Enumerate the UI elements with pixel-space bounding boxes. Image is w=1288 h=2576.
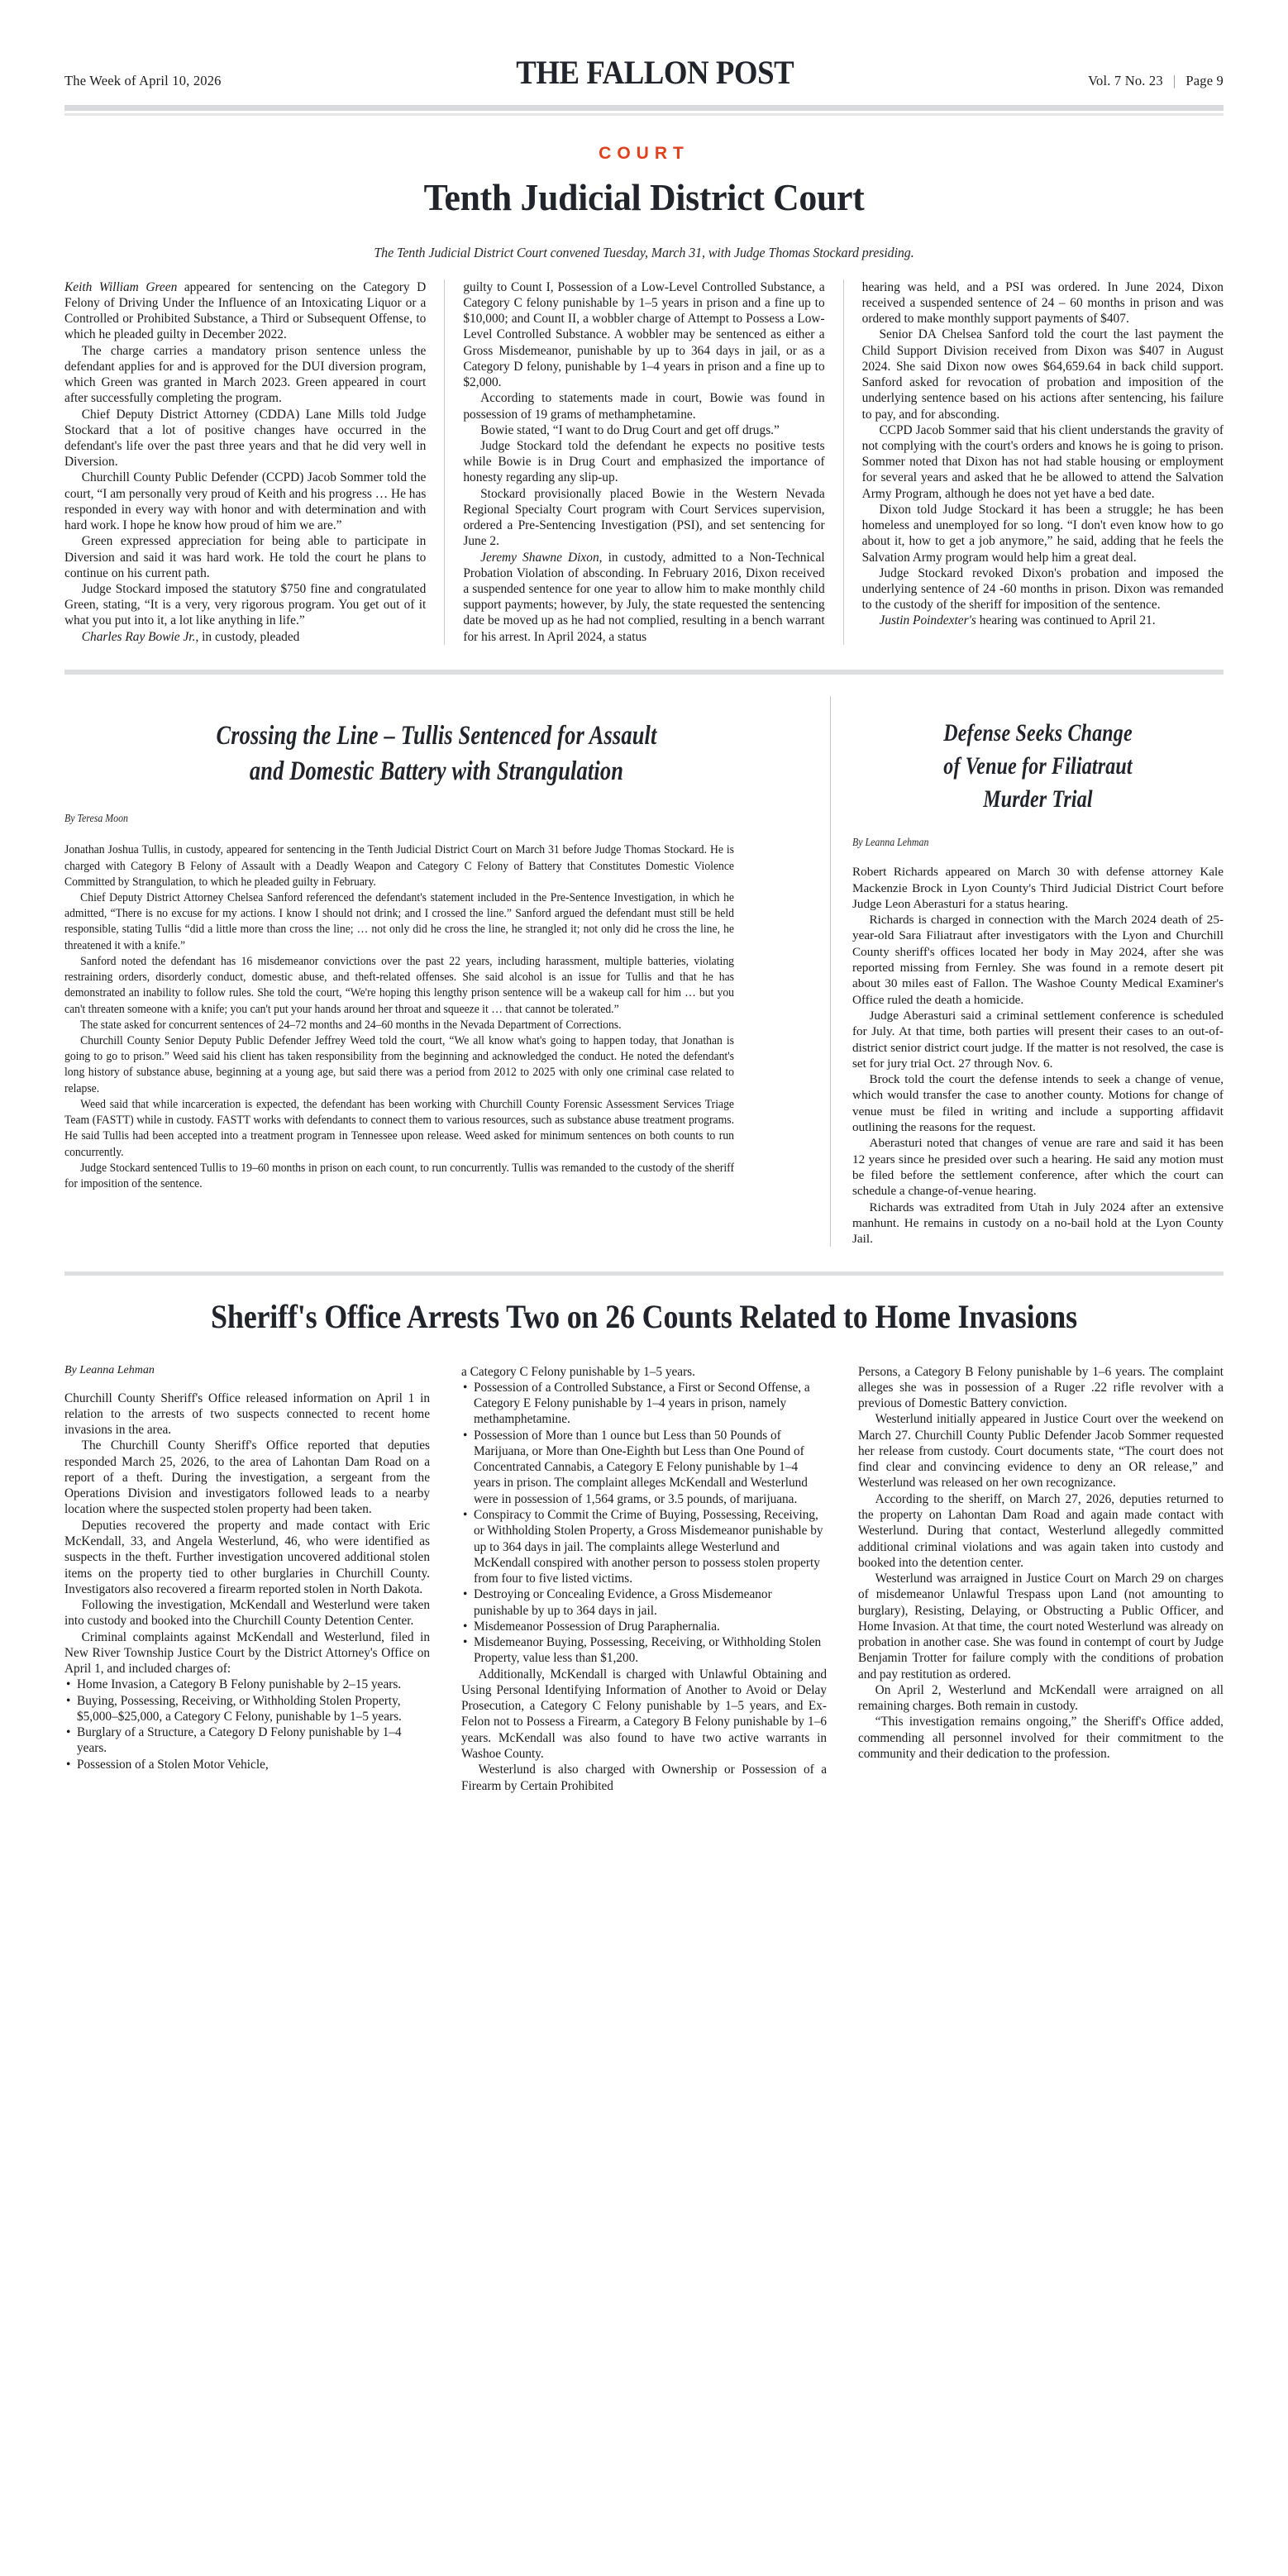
paragraph: Richards is charged in connection with the March 2024 death of 25-year-old Sara Filiatraut after investigators with the Lyon and Churchill County sheriff's offices located her body in May 2024, after she was reported missing from Fernley. She was found in a remote desert pit about 30 miles east of Fallon. The Washoe County Medical Examiner's Office ruled the death a homicide. [852, 913, 1224, 1007]
sheriff-headline: Sheriff's Office Arrests Two on 26 Counts Related to Home Invasions [211, 1298, 1077, 1336]
column-divider [444, 279, 445, 645]
feature-column-divider [830, 696, 831, 1247]
paragraph-text: , in custody, admitted to a Non-Technical Probation Violation of absconding. In February 2016, Dixon received a suspended sentence for one year to allow him to make monthly child support payments; however, by July, the state requested the sentencing date be moved up as he had not complied, resulting in a bench warrant for his arrest. In April 2024, a status [463, 550, 825, 644]
list-item: • Possession of a Stolen Motor Vehicle, [64, 1757, 430, 1772]
feature-section [64, 696, 1224, 1247]
paragraph: Aberasturi noted that changes of venue are rare and said it has been 12 years since he presided over such a hearing. He said any motion must be filed before the settlement conference, after which the court can schedule a change-of-venue hearing. [852, 1136, 1224, 1199]
masthead-rule-thick [64, 105, 1224, 111]
headline-line: Murder Trial [983, 785, 1093, 813]
masthead-date: The Week of April 10, 2026 [64, 73, 222, 88]
paragraph: Persons, a Category B Felony punishable by 1–6 years. The complaint alleges she was in possession of a Ruger .22 rifle revolver with a previous of Domestic Battery conviction. [858, 1364, 1224, 1411]
paragraph: Judge Stockard revoked Dixon's probation and imposed the underlying sentence of 24 -60 months in prison. Dixon was remanded to the custody of the sheriff for imposition of the sentence. [861, 565, 1224, 613]
masthead-volume: Vol. 7 No. 23 [1088, 73, 1163, 88]
paragraph: hearing was held, and a PSI was ordered. In June 2024, Dixon received a suspended sentence of 24 – 60 months in prison and was ordered to make monthly support payments of $407. [861, 279, 1224, 327]
sheriff-columns [64, 1364, 1224, 1794]
sheriff-section [64, 1297, 1224, 1793]
feature-side-byline: By Leanna Lehman [852, 836, 929, 849]
paragraph: The Churchill County Sheriff's Office reported that deputies responded March 25, 2026, to the area of Lahontan Dam Road on a report of a theft. During the investigation, a sergeant from the Operations Division and investigators followed leads to a nearby location where the suspected stolen property had been taken. [64, 1438, 430, 1517]
list-item: • Burglary of a Structure, a Category D Felony punishable by 1–4 years. [64, 1724, 430, 1757]
paragraph: Jonathan Joshua Tullis, in custody, appeared for sentencing in the Tenth Judicial District Court on March 31 before Judge Thomas Stockard. He is charged with Category B Felony of Assault with a Deadly Weapon and Category C Felony of Battery that Constitutes Domestic Violence Committed by Strangulation, to which he pleaded guilty in February. [64, 842, 734, 889]
paragraph: Brock told the court the defense intends to seek a change of venue, which would transfer the case to another county. Motions for change of venue must be filed in writing and include a supporting affidavit outlining the reasons for the request. [852, 1072, 1224, 1135]
headline-line: of Venue for Filiatraut [943, 751, 1133, 780]
paragraph: Westerlund initially appeared in Justice Court over the weekend on March 27. Churchill County Public Defender Jacob Sommer requested her release from custody. Court documents state, “The court does not find clear and convincing evidence to deny an OR release,” and Westerlund was released on her own recognizance. [858, 1412, 1224, 1491]
feature-main-headline [139, 718, 734, 789]
paragraph: Westerlund was arraigned in Justice Court on March 29 on charges of misdemeanor Unlawful Trespass upon Land (not amounting to burglary), Resisting, Delaying, or Obstructing a Public Officer, and Home Invasion. At that time, the court noted Westerlund was already on probation in another case. She was found in contempt of court by Judge Benjamin Trotter for failure comply with the conditions of probation and pay restitution as ordered. [858, 1572, 1224, 1682]
headline-line: and Domestic Battery with Strangulation [249, 756, 624, 787]
lead-name: Jeremy Shawne Dixon [480, 550, 599, 565]
paragraph: Senior DA Chelsea Sanford told the court the last payment the Child Support Division received from Dixon was $407 in August 2024. She said Dixon now owes $64,659.64 in back child support. Sanford asked for revocation of probation and imposition of the underlying sentence based on his actions after sentencing, his failure to pay, and for absconding. [861, 327, 1224, 422]
masthead-meta [1088, 73, 1224, 92]
feature-side-headline [890, 717, 1186, 816]
paragraph: Judge Stockard sentenced Tullis to 19–60 months in prison on each count, to run concurrently. Tullis was remanded to the custody of the sheriff for imposition of the sentence. [64, 1160, 735, 1190]
list-item: • Conspiracy to Commit the Crime of Buying, Possessing, Receiving, or Withholding Stolen Property, a Gross Misdemeanor punishable by up to 364 days in jail. The complaints allege Westerlund and McKendall conspired with another person to possess stolen property from four to five listed victims. [461, 1507, 827, 1586]
masthead-separator: | [1172, 73, 1176, 88]
paragraph: Westerlund is also charged with Ownership or Possession of a Firearm by Certain Prohibited [461, 1763, 827, 1793]
list-item: • Possession of a Controlled Substance, a First or Second Offense, a Category E Felony punishable by 1–4 years in prison, namely methamphetamine. [461, 1380, 827, 1428]
paragraph: Churchill County Sheriff's Office released information on April 1 in relation to the arrests of two suspects connected to recent home invasions in the area. [64, 1391, 430, 1438]
sheriff-byline: By Leanna Lehman [64, 1363, 155, 1376]
feature-main-body [64, 842, 809, 1191]
court-columns [64, 279, 1224, 645]
paragraph: Deputies recovered the property and made contact with Eric McKendall, 33, and Angela Westerlund, 46, who were identified as suspects in the theft. Further investigation uncovered additional stolen items on the property tied to other burglaries in Churchill County. Investigators also recovered a firearm reported stolen in North Dakota. [64, 1518, 430, 1596]
paragraph: The state asked for concurrent sentences of 24–72 months and 24–60 months in the Nevada Department of Corrections. [80, 1017, 622, 1032]
masthead-page-number: Page 9 [1185, 73, 1224, 88]
paragraph: Chief Deputy District Attorney Chelsea Sanford referenced the defendant's statement included in the Pre-Sentence Investigation, in which he admitted, “There is no excuse for my actions. I know I should not drink; and I crossed the line.” Sanford argued the defendant must still be held responsible, stating Tullis “did a little more than cross the line; … not only did he cross the line, he strangled it; not only did he cross the line, he threatened it with a knife.” [64, 890, 735, 952]
paragraph: Dixon told Judge Stockard it has been a struggle; he has been homeless and unemployed for so long. “I don't even know how to go about it, how to get a job anymore,” he said, adding that he feels the Salvation Army program would help him a great deal. [861, 502, 1224, 565]
charges-list-2 [461, 1380, 827, 1667]
headline-line: Crossing the Line – Tullis Sentenced for Assault [216, 721, 657, 751]
court-column-3 [862, 279, 1224, 645]
lead-name: Justin Poindexter's [879, 613, 976, 628]
paragraph: Green expressed appreciation for being able to participate in Diversion and said it was hard work. He told the court he plans to continue on his current path. [64, 534, 427, 580]
paragraph: Churchill County Public Defender (CCPD) Jacob Sommer told the court, “I am personally very proud of Keith and his progress … He has responded in every way with honor and with determination and with hard work. I hope he know how proud of him we are.” [64, 470, 427, 533]
paragraph: According to the sheriff, on March 27, 2026, deputies returned to the property on Lahontan Dam Road and again made contact with Westerlund. During that contact, Westerlund allegedly committed additional criminal violations and was again taken into custody and booked into the detention center. [858, 1491, 1224, 1570]
paragraph: Chief Deputy District Attorney (CDDA) Lane Mills told Judge Stockard that a lot of positive changes have occurred in the defendant's life over the past three years and that he did very well in Diversion. [64, 407, 427, 470]
feature-main-byline: By Teresa Moon [64, 812, 128, 825]
paragraph [463, 550, 824, 645]
list-item: • Destroying or Concealing Evidence, a Gross Misdemeanor punishable by up to 364 days in jail. [461, 1586, 827, 1619]
court-column-1 [64, 279, 426, 645]
paragraph: Richards was extradited from Utah in July 2024 after an extensive manhunt. He remains in custody on a no-bail hold at the Lyon County Jail. [852, 1200, 1224, 1247]
paragraph: Judge Stockard imposed the statutory $750 fine and congratulated Green, stating, “It is a very, very rigorous program. You get out of it what you put into it, a lot like anything in life.” [64, 581, 427, 628]
list-item: • Home Invasion, a Category B Felony punishable by 2–15 years. [64, 1677, 430, 1692]
column-divider [843, 279, 844, 645]
feature-main-article [64, 696, 809, 1247]
page-title: Tenth Judicial District Court [423, 176, 865, 218]
paragraph-text: , in custody, pleaded [195, 629, 300, 644]
masthead-title: THE FALLON POST [515, 54, 794, 91]
paragraph: Robert Richards appeared on March 30 with defense attorney Kale Mackenzie Brock in Lyon County's Third Judicial District Court before Judge Leon Aberasturi for a status hearing. [852, 865, 1224, 911]
paragraph: On April 2, Westerlund and McKendall were arraigned on all remaining charges. Both remain in custody. [858, 1682, 1224, 1714]
court-column-2 [463, 279, 824, 645]
paragraph: According to statements made in court, Bowie was found in possession of 19 grams of methamphetamine. [463, 391, 825, 422]
paragraph: CCPD Jacob Sommer said that his client understands the gravity of not complying with the court's orders and knows he is going to prison. Sommer noted that Dixon has not had stable housing or employment for several years and asked that he be allowed to attend the Salvation Army Program, although he does not yet have a bed date. [861, 422, 1224, 501]
feature-side-body [852, 864, 1224, 1247]
paragraph: The charge carries a mandatory prison sentence unless the defendant applies for and is approved for the DUI diversion program, which Green was granted in March 2023. Green appeared in court after successfully completing the program. [64, 343, 427, 406]
paragraph: Sanford noted the defendant has 16 misdemeanor convictions over the past 22 years, including harassment, multiple batteries, violating restraining orders, disorderly conduct, domestic abuse, and theft-related offenses. She said alcohol is an issue for Tullis and that he has demonstrated an inability to follow rules. She told the court, “We're hoping this lengthy prison sentence will be a wakeup call for him … but you can't threaten someone with a knife; you can't put your hands around her throat and squeeze it … that cannot be tolerated.” [64, 953, 735, 1016]
paragraph: Stockard provisionally placed Bowie in the Western Nevada Regional Specialty Court program with Court Services supervision, ordered a Pre-Sentencing Investigation (PSI), and set sentencing for June 2. [463, 486, 825, 549]
section-kicker: COURT [599, 144, 689, 163]
list-item: • Possession of More than 1 ounce but Less than 50 Pounds of Marijuana, or More than One-Eighth but Less than One Pound of Concentrated Cannabis, a Category E Felony punishable by 1–4 years in prison. The complaint alleges McKendall and Westerlund were in possession of 1,564 grams, or 3.5 pounds, of marijuana. [461, 1428, 827, 1507]
sheriff-column-2 [461, 1364, 827, 1794]
sheriff-column-1 [64, 1364, 430, 1794]
charges-list-1 [64, 1677, 430, 1772]
paragraph [64, 279, 426, 343]
lead-name: Charles Ray Bowie Jr. [81, 629, 196, 644]
list-item: • Misdemeanor Possession of Drug Paraphernalia. [461, 1619, 827, 1634]
section-divider-1 [64, 670, 1224, 675]
sheriff-column-3 [858, 1364, 1224, 1794]
article-deck: The Tenth Judicial District Court convened Tuesday, March 31, with Judge Thomas Stockard presiding. [374, 244, 914, 260]
paragraph: Judge Stockard told the defendant he expects no positive tests while Bowie is in Drug Court and emphasized the importance of honesty regarding any slip-up. [463, 439, 825, 485]
lead-name: Keith William Green [64, 279, 178, 294]
paragraph-text: hearing was continued to April 21. [976, 613, 1156, 628]
masthead [64, 53, 1224, 98]
paragraph: Bowie stated, “I want to do Drug Court and get off drugs.” [480, 422, 780, 437]
paragraph: guilty to Count I, Possession of a Low-Level Controlled Substance, a Category C felony punishable by 1–5 years in prison and a fine up to $10,000; and Count II, a wobbler charge of Attempt to Possess a Low-Level Controlled Substance. A wobbler may be sentenced as either a Gross Misdemeanor, punishable by up to 364 days in jail, or as a Category D felony, punishable by 1–4 years in prison and a fine up to $2,000. [463, 279, 825, 390]
court-section [64, 144, 1224, 645]
paragraph [862, 613, 1224, 628]
paragraph: Judge Aberasturi said a criminal settlement conference is scheduled for July. At that time, both parties will present their cases to an out-of-district senior district court judge. If the matter is not resolved, the case is set for jury trial Oct. 27 through Nov. 6. [852, 1008, 1224, 1071]
paragraph: Weed said that while incarceration is expected, the defendant has been working with Churchill County Forensic Assessment Services Triage Team (FASTT) while in custody. FASTT works with defendants to connect them to various resources, such as substance abuse treatment programs. He said Tullis had been accepted into a treatment program in Tennessee upon release. Weed asked for minimum sentences on both counts to run concurrently. [64, 1096, 735, 1159]
paragraph [64, 629, 426, 645]
paragraph: Additionally, McKendall is charged with Unlawful Obtaining and Using Personal Identifying Information of Another to Avoid or Delay Prosecution, a Category C Felony punishable by 1–5 years, and Ex-Felon not to Possess a Firearm, a Category B Felony punishable by 1–6 years. McKendall was also found to have two active warrants in Washoe County. [461, 1667, 827, 1761]
paragraph-text: appeared for sentencing on the Category D Felony of Driving Under the Influence of an Intoxicating Liquor or a Controlled or Prohibited Substance, a Third or Subsequent Offense, to which he pleaded guilty in December 2022. [64, 279, 427, 342]
masthead-rule-thin [64, 113, 1224, 116]
section-divider-2 [64, 1271, 1224, 1276]
list-item: • Misdemeanor Buying, Possessing, Receiving, or Withholding Stolen Property, value less than $1,200. [461, 1634, 827, 1667]
paragraph: Criminal complaints against McKendall and Westerlund, filed in New River Township Justice Court by the District Attorney's Office on April 1, and included charges of: [64, 1629, 430, 1677]
list-item: • Buying, Possessing, Receiving, or Withholding Stolen Property, $5,000–$25,000, a Category C Felony, punishable by 1–5 years. [64, 1693, 430, 1725]
paragraph: Following the investigation, McKendall and Westerlund were taken into custody and booked into the Churchill County Detention Center. [64, 1598, 430, 1629]
paragraph-continuation: a Category C Felony punishable by 1–5 years. [461, 1364, 695, 1379]
paragraph: Churchill County Senior Deputy Public Defender Jeffrey Weed told the court, “We all know what's going to happen today, that Jonathan is going to go to prison.” Weed said his client has taken responsibility from the beginning and acknowledged the conduct. He noted the defendant's long history of substance abuse, beginning at a young age, but said there was a period from 2012 to 2025 with only one criminal case related to relapse. [64, 1033, 735, 1095]
headline-line: Defense Seeks Change [943, 718, 1133, 747]
feature-side-article [852, 696, 1224, 1247]
paragraph: “This investigation remains ongoing,” the Sheriff's Office added, commending all personnel involved for their commitment to the community and their dedication to the profession. [858, 1715, 1224, 1761]
